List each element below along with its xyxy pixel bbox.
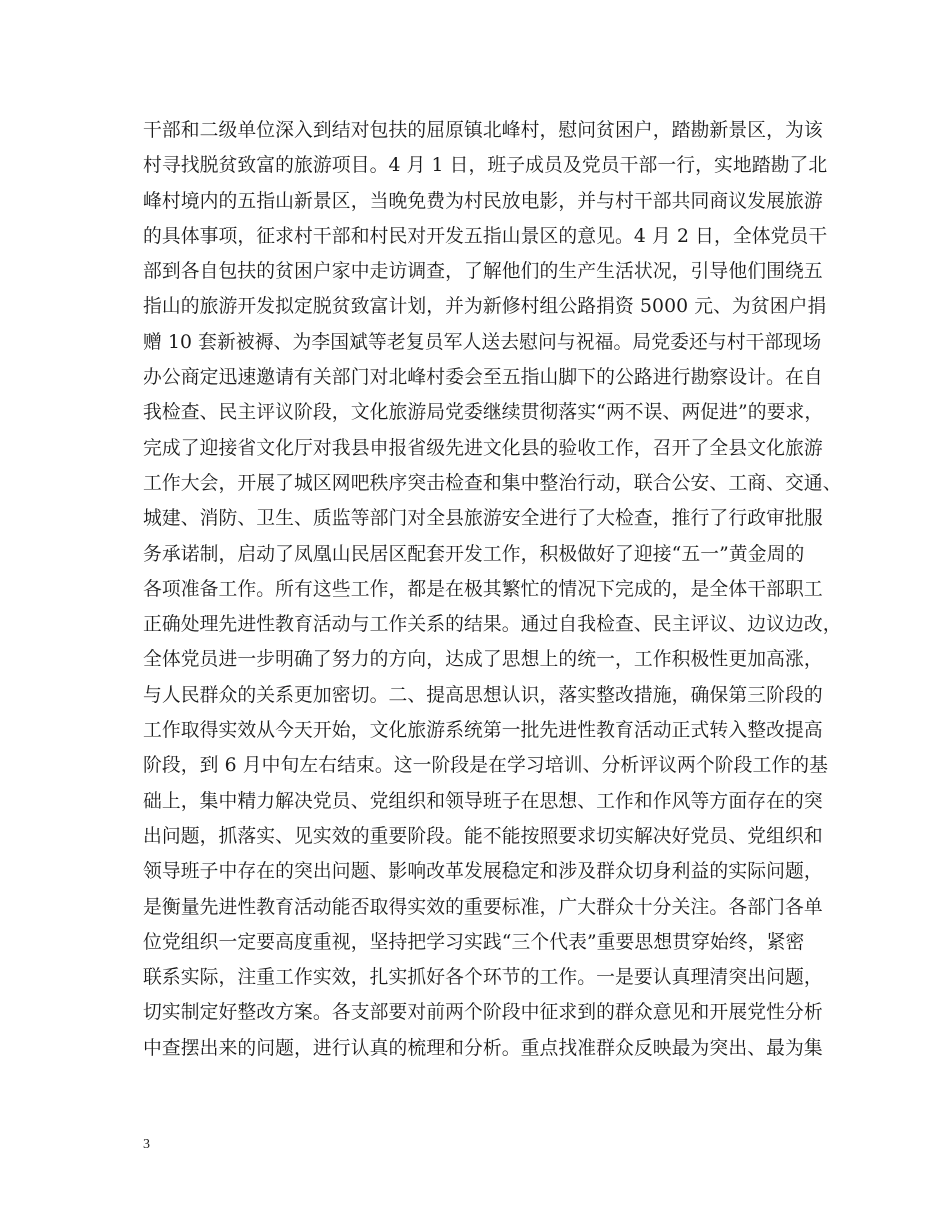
text-line: 的具体事项，征求村干部和村民对开发五指山景区的意见。4 月 2 日，全体党员干 xyxy=(143,225,828,247)
text-line: 工作取得实效从今天开始，文化旅游系统第一批先进性教育活动正式转入整改提高 xyxy=(143,720,823,742)
page-number: 3 xyxy=(143,1137,150,1152)
text-line: 办公商定迅速邀请有关部门对北峰村委会至五指山脚下的公路进行勘察设计。在自 xyxy=(143,367,823,389)
text-line: 我检查、民主评议阶段，文化旅游局党委继续贯彻落实“两不误、两促进”的要求， xyxy=(143,402,824,424)
body-text xyxy=(143,113,842,1066)
text-line: 工作大会，开展了城区网吧秩序突击检查和集中整治行动，联合公安、工商、交通、 xyxy=(143,472,842,494)
text-line: 中查摆出来的问题，进行认真的梳理和分析。重点找准群众反映最为突出、最为集 xyxy=(143,1037,823,1059)
text-line: 峰村境内的五指山新景区，当晚免费为村民放电影，并与村干部共同商议发展旅游 xyxy=(143,190,823,212)
text-line: 正确处理先进性教育活动与工作关系的结果。通过自我检查、民主评议、边议边改， xyxy=(143,614,842,636)
text-line: 城建、消防、卫生、质监等部门对全县旅游安全进行了大检查，推行了行政审批服 xyxy=(143,508,823,530)
text-line: 部到各自包扶的贫困户家中走访调查，了解他们的生产生活状况，引导他们围绕五 xyxy=(143,261,823,283)
text-line: 全体党员进一步明确了努力的方向，达成了思想上的统一，工作积极性更加高涨， xyxy=(143,649,823,671)
text-line: 干部和二级单位深入到结对包扶的屈原镇北峰村，慰问贫困户，踏勘新景区，为该 xyxy=(143,120,823,141)
text-line: 村寻找脱贫致富的旅游项目。4 月 1 日，班子成员及党员干部一行，实地踏勘了北 xyxy=(143,155,828,177)
text-line: 与人民群众的关系更加密切。二、提高思想认识，落实整改措施，确保第三阶段的 xyxy=(143,684,823,706)
text-line: 础上，集中精力解决党员、党组织和领导班子在思想、工作和作风等方面存在的突 xyxy=(143,790,823,812)
text-line: 出问题，抓落实、见实效的重要阶段。能不能按照要求切实解决好党员、党组织和 xyxy=(143,825,823,847)
text-line: 务承诺制，启动了凤凰山民居区配套开发工作，积极做好了迎接“五一”黄金周的 xyxy=(143,543,805,565)
text-line: 赠 10 套新被褥、为李国斌等老复员军人送去慰问与祝福。局党委还与村干部现场 xyxy=(143,331,822,353)
text-line: 是衡量先进性教育活动能否取得实效的重要标准，广大群众十分关注。各部门各单 xyxy=(143,896,823,918)
text-line: 各项准备工作。所有这些工作，都是在极其繁忙的情况下完成的，是全体干部职工 xyxy=(143,578,823,600)
text-line: 指山的旅游开发拟定脱贫致富计划，并为新修村组公路捐资 5000 元、为贫困户捐 xyxy=(143,296,827,318)
text-line: 联系实际，注重工作实效，扎实抓好各个环节的工作。一是要认真理清突出问题， xyxy=(143,967,823,989)
text-line: 领导班子中存在的突出问题、影响改革发展稳定和涉及群众切身利益的实际问题， xyxy=(143,861,823,883)
text-line: 切实制定好整改方案。各支部要对前两个阶段中征求到的群众意见和开展党性分析 xyxy=(143,1002,823,1024)
text-line: 阶段，到 6 月中旬左右结束。这一阶段是在学习培训、分析评议两个阶段工作的基 xyxy=(143,755,829,777)
text-line: 位党组织一定要高度重视，坚持把学习实践“三个代表”重要思想贯穿始终，紧密 xyxy=(143,931,805,953)
text-line: 完成了迎接省文化厅对我县申报省级先进文化县的验收工作，召开了全县文化旅游 xyxy=(143,437,823,459)
